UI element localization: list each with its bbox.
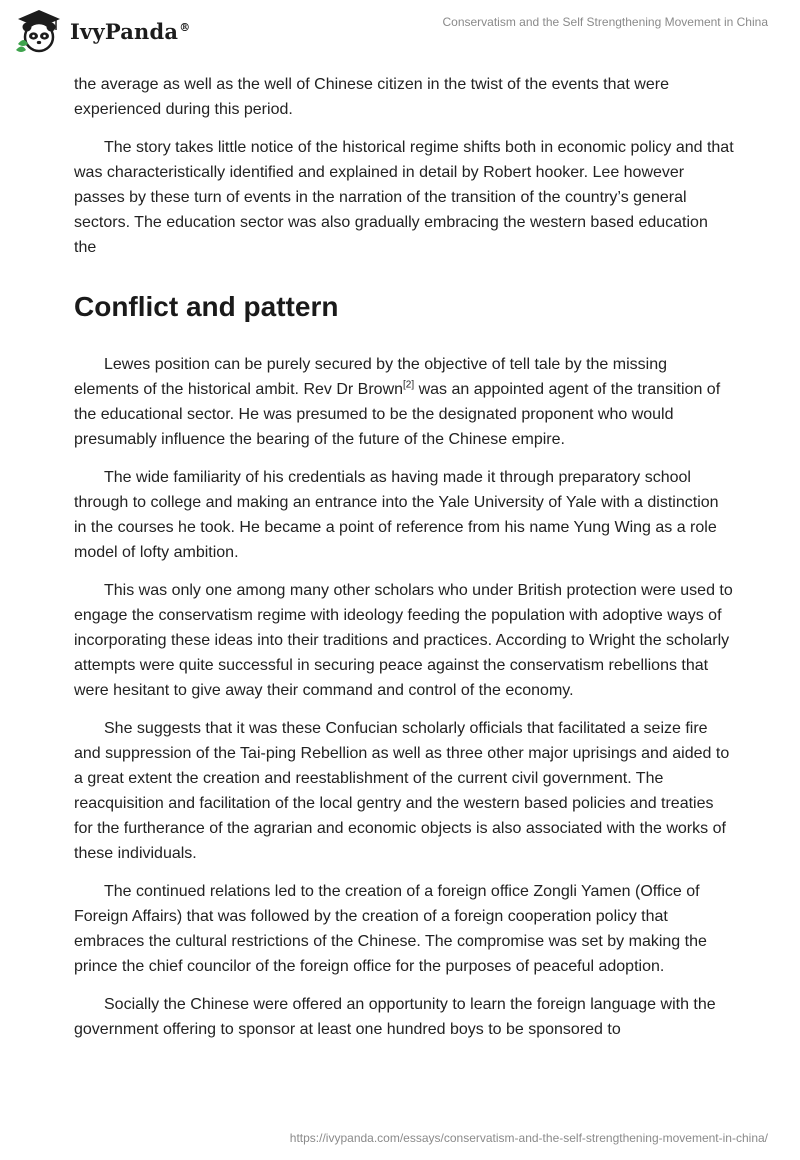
paragraph: the average as well as the well of Chinese citizen in the twist of the events that were experienced during this period. bbox=[74, 76, 669, 118]
brand-name: IvyPanda® bbox=[70, 18, 191, 44]
page-header bbox=[0, 0, 800, 70]
paragraph: Socially the Chinese were offered an opportunity to learn the foreign language with the government offering to sponsor at least one hundred boys to be sponsored to bbox=[74, 996, 716, 1038]
paragraph: The wide familiarity of his credentials as having made it through preparatory school through to college and making an entrance into the Yale University of Yale with a distinction in the courses he took. He became a point of reference from his name Yung Wing as a role model of lofty ambition. bbox=[74, 469, 719, 561]
paragraph bbox=[74, 352, 734, 452]
footnote-ref[interactable]: [2] bbox=[403, 379, 415, 391]
paragraph-text: was an appointed agent of the transition of the educational sector. He was presumed to be the designated proponent who would presumably influence the bearing of the future of the Chinese empire. bbox=[74, 381, 721, 448]
source-url[interactable]: https://ivypanda.com/essays/conservatism-and-the-self-strengthening-movement-in-china/ bbox=[289, 1131, 768, 1145]
section-heading: Conflict and pattern bbox=[74, 291, 339, 322]
panda-graduate-icon bbox=[14, 8, 64, 54]
registered-mark: ® bbox=[179, 20, 191, 34]
brand-logo[interactable] bbox=[14, 8, 190, 54]
paragraph: This was only one among many other scholars who under British protection were used to engage the conservatism regime with ideology feeding the population with adoptive ways of incorporating these ideas into their traditions and practices. According to Wright the scholarly attempts were quite successful in securing peace against the conservatism rebellions that were hesitant to give away their command and control of the economy. bbox=[74, 582, 733, 699]
document-title: Conservatism and the Self Strengthening Movement in China bbox=[442, 15, 768, 29]
paragraph: She suggests that it was these Confucian scholarly officials that facilitated a seize fire and suppression of the Tai-ping Rebellion as well as three other major uprisings and aided to a great extent the creation and reestablishment of the current civil government. The reacquisition and facilitation of the local gentry and the western based policies and treaties for the furtherance of the agrarian and economic objects is also associated with the works of these individuals. bbox=[74, 720, 730, 862]
paragraph-text: Lewes position can be purely secured by the objective of tell tale by the missing elements of the historical ambit. Rev Dr Brown bbox=[74, 356, 667, 398]
article-body bbox=[74, 72, 734, 1055]
paragraph: The story takes little notice of the historical regime shifts both in economic policy and that was characteristically identified and explained in detail by Robert hooker. Lee however passes by these turn of events in the narration of the transition of the country’s general sectors. The education sector was also gradually embracing the western based education the bbox=[74, 139, 734, 256]
paragraph: The continued relations led to the creation of a foreign office Zongli Yamen (Office of Foreign Affairs) that was followed by the creation of a foreign cooperation policy that embraces the cultural restrictions of the Chinese. The compromise was set by making the prince the chief councilor of the foreign office for the purposes of peaceful adoption. bbox=[74, 883, 707, 975]
